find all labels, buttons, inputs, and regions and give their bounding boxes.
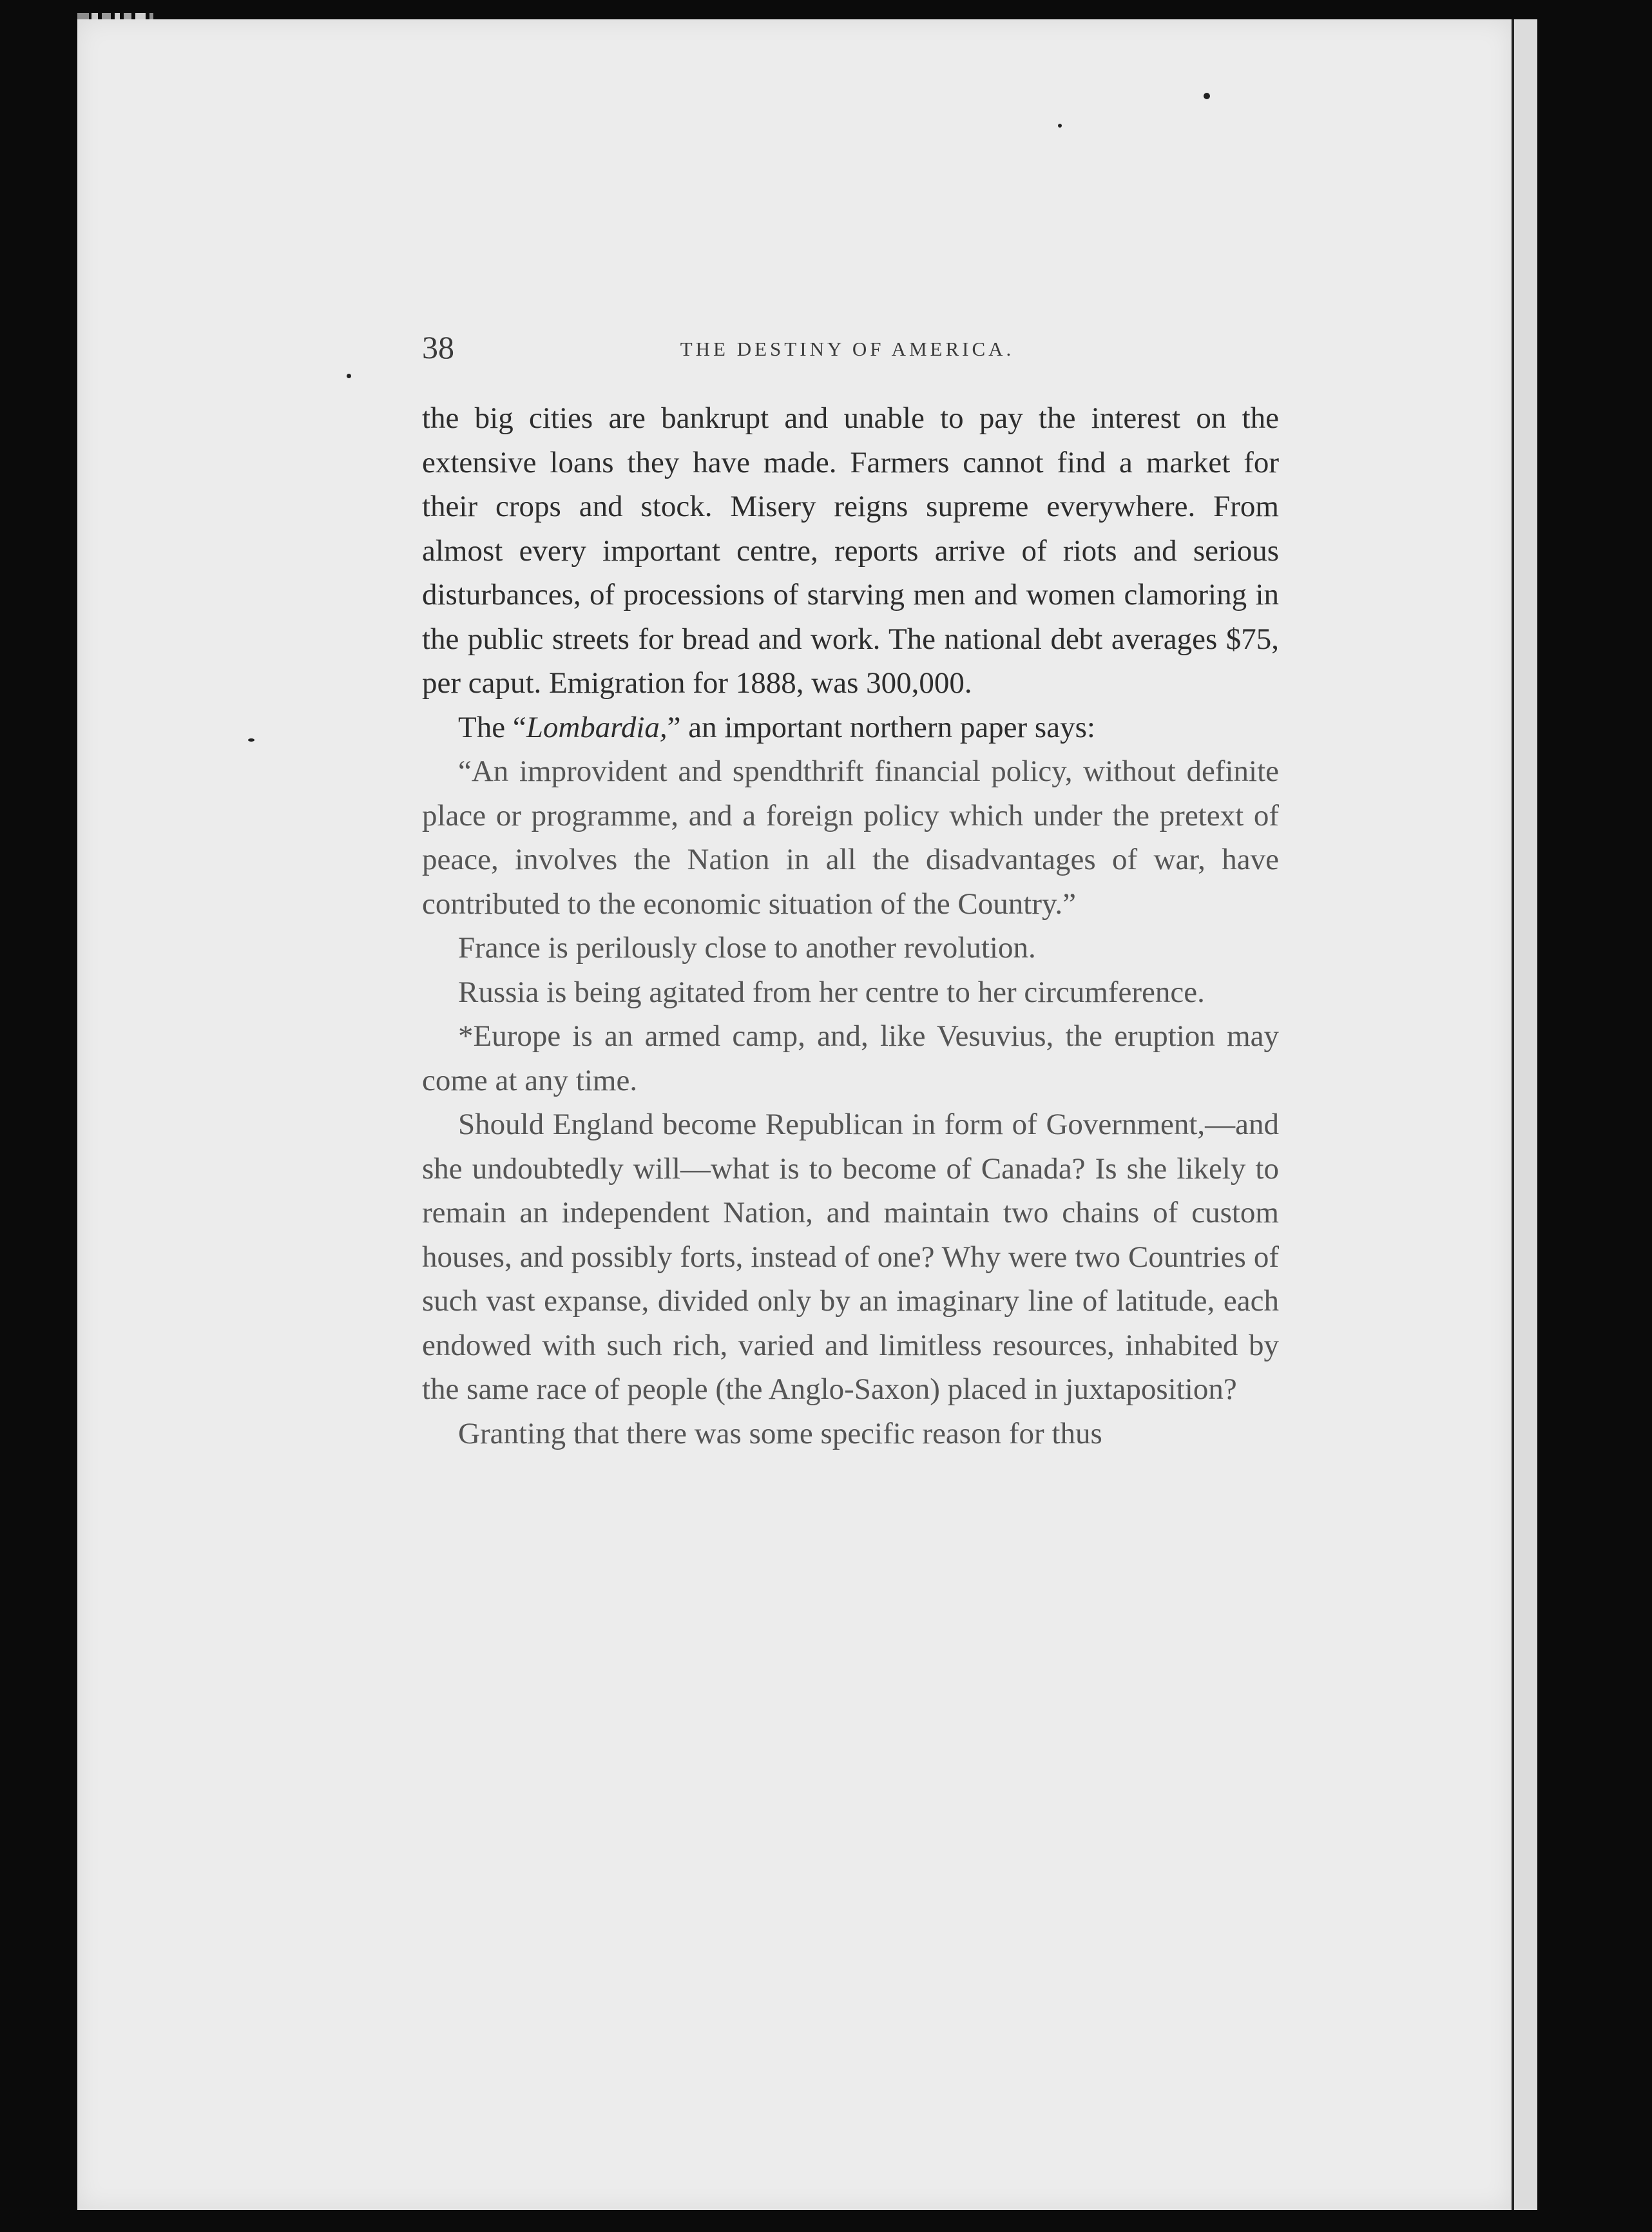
scan-speck: [1204, 93, 1210, 99]
paragraph: France is perilously close to another revolution.: [458, 931, 1036, 965]
body-text: [422, 396, 1279, 1456]
scan-speck: [347, 374, 351, 378]
page-header: [422, 329, 1273, 374]
running-head: THE DESTINY OF AMERICA.: [680, 338, 1015, 360]
quotation-paragraph: “An improvident and spendthrift financial policy, without definite place or programme, and a foreign policy which under the pretext of peace, involves the Nation in all the disadvantages of war, have contributed to the economic situation of the Country.”: [422, 755, 1279, 921]
adjacent-page-edge: [1512, 19, 1537, 2210]
paragraph: Russia is being agitated from her centre to her circumference.: [458, 975, 1205, 1009]
paragraph: the big cities are bankrupt and unable to pay the interest on the extensive loans they have made. Farmers cannot find a market for their crops and stock. Misery reigns supreme everywhere. From almost every important centre, reports arrive of riots and serious disturbances, of processions of starving men and women clamoring in the public streets for bread and work. The national debt averages $75, per caput. Emigration for 1888, was 300,000.: [422, 401, 1279, 700]
scan-speck: [1058, 124, 1062, 128]
paragraph: *Europe is an armed camp, and, like Vesuvius, the eruption may come at any time.: [422, 1019, 1279, 1097]
scan-border: [0, 2210, 1652, 2232]
lombardia-title: Lombardia,: [526, 710, 668, 744]
paragraph: Should England become Republican in form of Government,—and she undoubtedly will—what is to become of Canada? Is she likely to remain an independent Nation, and maintain two chains of custom houses, and possibly forts, instead of one? Why were two Countries of such vast expanse, divided only by an imaginary line of latitude, each endowed with such rich, varied and limitless resources, inhabited by the same race of people (the Anglo-Saxon) placed in juxtaposition?: [422, 1108, 1279, 1406]
paragraph-lombardia: [422, 706, 1279, 750]
page-number: 38: [422, 329, 454, 365]
lombardia-before: The “: [458, 710, 526, 744]
scan-speck: [248, 738, 255, 742]
paragraph: Granting that there was some specific reason for thus: [458, 1416, 1102, 1450]
lombardia-after: ” an important northern paper says:: [667, 710, 1095, 744]
